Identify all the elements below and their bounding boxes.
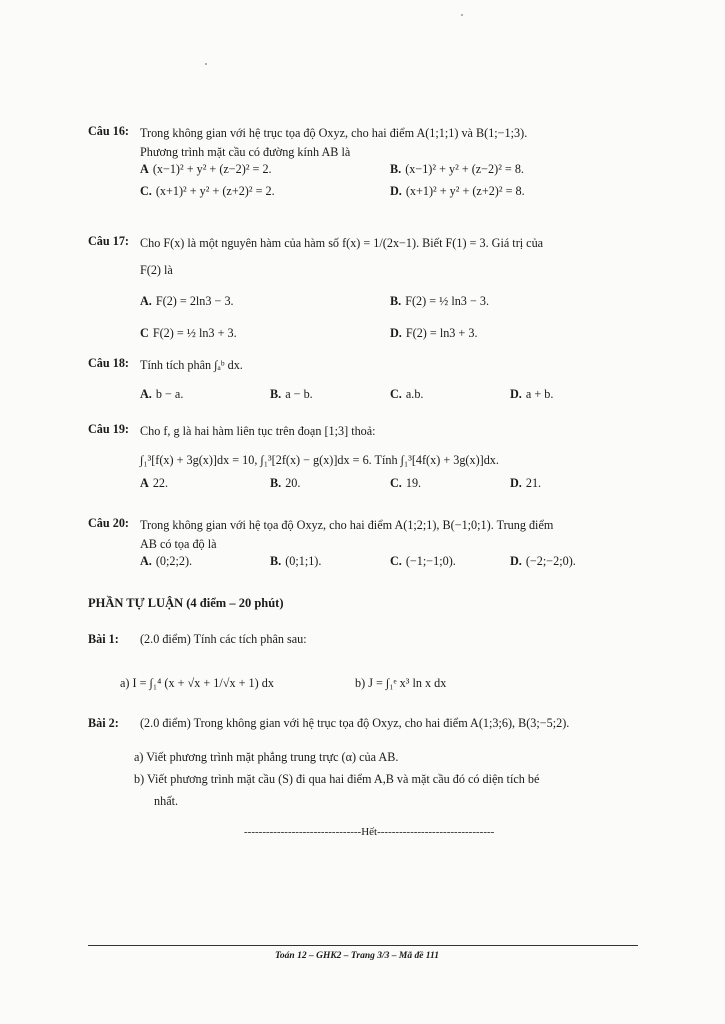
option-c[interactable]: C. a.b. <box>390 387 424 401</box>
question-text: Phương trình mặt cầu có đường kính AB là <box>140 145 351 159</box>
option-c[interactable]: C. (x+1)² + y² + (z+2)² = 2. <box>140 184 275 198</box>
question-18 <box>88 356 648 409</box>
question-number: Câu 16: <box>88 124 129 138</box>
option-d[interactable]: D. (x+1)² + y² + (z+2)² = 8. <box>390 184 525 198</box>
question-number: Câu 19: <box>88 422 129 436</box>
option-c[interactable]: C. (−1;−1;0). <box>390 554 456 568</box>
exercise-1a: a) I = ∫₁⁴ (x + √x + 1/√x + 1) dx <box>120 676 274 690</box>
options-row <box>140 162 648 184</box>
exercise-number: Bài 1: <box>88 632 119 646</box>
option-d[interactable]: D. a + b. <box>510 387 554 401</box>
question-16 <box>88 124 648 206</box>
question-text: AB có tọa độ là <box>140 537 217 551</box>
exercise-2b: b) Viết phương trình mặt cầu (S) đi qua hai điểm A,B và mặt cầu đó có diện tích bé <box>134 772 540 786</box>
exercise-1b: b) J = ∫₁ᵉ x³ ln x dx <box>355 676 447 690</box>
question-text: Cho f, g là hai hàm liên tục trên đoạn [1;3] thoả: <box>140 424 376 438</box>
option-b[interactable]: B. F(2) = ½ ln3 − 3. <box>390 294 490 308</box>
option-a[interactable]: A (x−1)² + y² + (z−2)² = 2. <box>140 162 272 176</box>
options-row <box>140 184 648 206</box>
option-a[interactable]: A 22. <box>140 476 169 490</box>
scan-speck <box>205 63 207 65</box>
end-marker: --------------------------------Hết-------------------------------- <box>244 826 495 838</box>
options-row <box>140 476 648 498</box>
question-20 <box>88 516 648 576</box>
option-a[interactable]: A. b − a. <box>140 387 184 401</box>
option-b[interactable]: B. (0;1;1). <box>270 554 322 568</box>
exercise-2 <box>88 716 569 731</box>
question-number: Câu 18: <box>88 356 129 370</box>
option-b[interactable]: B. (x−1)² + y² + (z−2)² = 8. <box>390 162 524 176</box>
exercise-text: (2.0 điểm) Trong không gian với hệ trục tọa độ Oxyz, cho hai điểm A(1;3;6), B(3;−5;2). <box>140 716 570 730</box>
question-number: Câu 17: <box>88 234 129 248</box>
exercise-1 <box>88 632 307 647</box>
options-row <box>140 387 648 409</box>
question-19 <box>88 422 648 498</box>
scan-speck <box>461 14 463 16</box>
question-text: Trong không gian với hệ trục tọa độ Oxyz, cho hai điểm A(1;1;1) và B(1;−1;3). <box>140 126 528 140</box>
exercise-2b-cont: nhất. <box>154 794 179 808</box>
section-title: PHẦN TỰ LUẬN (4 điểm – 20 phút) <box>88 596 284 610</box>
page-footer: Toán 12 – GHK2 – Trang 3/3 – Mã đề 111 <box>275 951 439 961</box>
question-17 <box>88 234 648 348</box>
options-row <box>140 294 648 316</box>
options-row <box>140 554 648 576</box>
question-text: F(2) là <box>140 263 173 277</box>
integral-conditions: ∫₁³[f(x) + 3g(x)]dx = 10, ∫₁³[2f(x) − g(x)]dx = 6. Tính ∫₁³[4f(x) + 3g(x)]dx. <box>140 453 499 467</box>
question-text: Cho F(x) là một nguyên hàm của hàm số f(x) = 1/(2x−1). Biết F(1) = 3. Giá trị của <box>140 236 544 250</box>
exercise-number: Bài 2: <box>88 716 119 730</box>
option-b[interactable]: B. 20. <box>270 476 301 490</box>
option-a[interactable]: A. (0;2;2). <box>140 554 193 568</box>
options-row <box>140 326 648 348</box>
footer-rule <box>88 945 638 946</box>
question-text: Trong không gian với hệ tọa độ Oxyz, cho hai điểm A(1;2;1), B(−1;0;1). Trung điểm <box>140 518 554 532</box>
option-a[interactable]: A. F(2) = 2ln3 − 3. <box>140 294 234 308</box>
option-b[interactable]: B. a − b. <box>270 387 313 401</box>
option-d[interactable]: D. (−2;−2;0). <box>510 554 576 568</box>
question-number: Câu 20: <box>88 516 129 530</box>
question-text: Tính tích phân ∫ₐᵇ dx. <box>140 358 243 372</box>
exercise-2a: a) Viết phương trình mặt phẳng trung trực (α) của AB. <box>134 750 399 764</box>
exercise-text: (2.0 điểm) Tính các tích phân sau: <box>140 632 307 646</box>
option-c[interactable]: C F(2) = ½ ln3 + 3. <box>140 326 237 340</box>
option-d[interactable]: D. 21. <box>510 476 542 490</box>
option-c[interactable]: C. 19. <box>390 476 422 490</box>
option-d[interactable]: D. F(2) = ln3 + 3. <box>390 326 478 340</box>
